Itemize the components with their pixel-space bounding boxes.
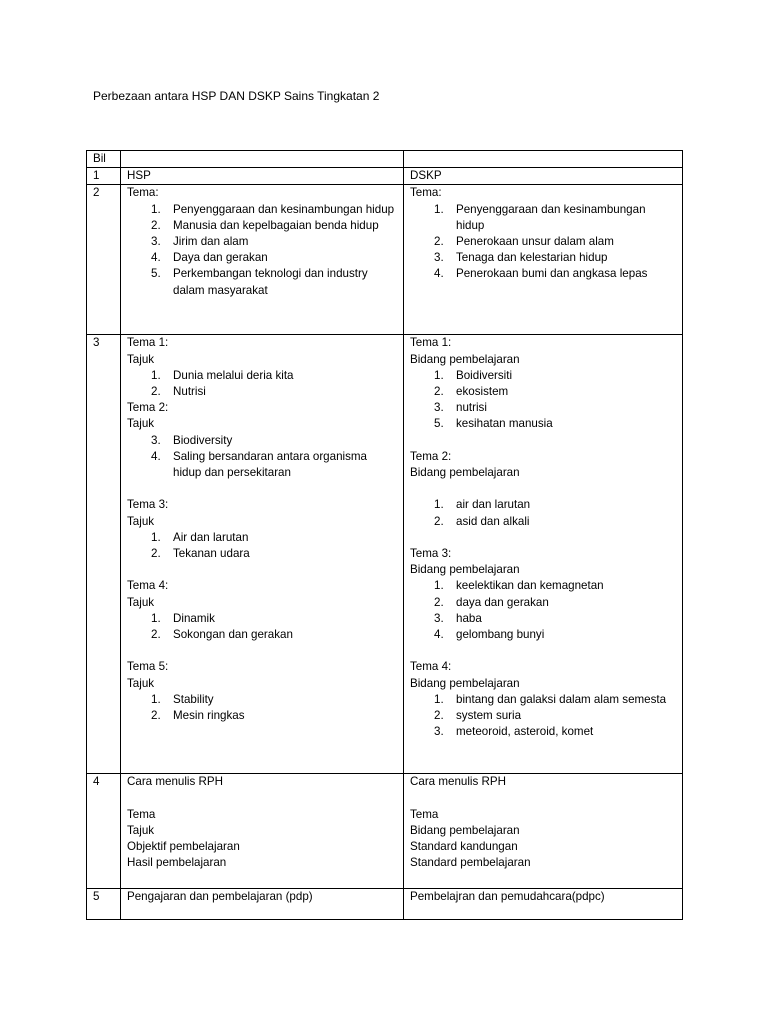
numbered-list [410,692,676,741]
rph-line: Standard pembelajaran [410,856,531,870]
comparison-table [86,150,683,920]
list-item: 4. Saling bersandaran antara organisma hidup dan persekitaran [151,449,367,480]
tajuk-label: Tajuk [127,417,155,431]
list-item: 4. gelombang bunyi [434,628,545,642]
list-item: 5. kesihatan manusia [434,417,553,431]
tema-heading: Tema 5: [127,660,169,674]
dskp-header: DSKP [404,168,683,185]
tajuk-label: Tajuk [127,676,155,690]
list-item: 3. meteoroid, asteroid, komet [434,725,594,739]
page-title: Perbezaan antara HSP DAN DSKP Sains Tingkatan 2 [93,89,380,103]
numbered-list [127,692,397,724]
table-row [87,889,683,920]
list-item: 5. Perkembangan teknologi dan industry dalam masyarakat [151,267,368,297]
list-item: 2. ekosistem [434,385,509,399]
list-item: 1. Air dan larutan [151,530,249,544]
rph-line: Tema [127,807,156,821]
hsp-tema-cell [121,185,404,335]
header-cell [121,151,404,168]
tema-heading: Tema 1: [127,336,169,350]
list-item: 2. Penerokaan unsur dalam alam [434,235,614,249]
bil-cell: 2 [87,185,121,335]
numbered-list [410,497,676,529]
table-row [87,335,683,774]
list-item: 1. Stability [151,692,214,706]
list-item: 1. air dan larutan [434,498,531,512]
list-item: 1. Dunia melalui deria kita [151,368,294,382]
header-cell [404,151,683,168]
numbered-list [127,433,397,482]
bil-cell: 5 [87,889,121,920]
tema-heading: Tema 2: [410,449,452,463]
dskp-tema-cell [404,185,683,335]
list-item: 3. haba [434,611,482,625]
list-item: 2. daya dan gerakan [434,595,549,609]
hsp-pdp-cell: Pengajaran dan pembelajaran (pdp) [121,889,404,920]
cell-heading: Cara menulis RPH [410,775,506,789]
cell-heading: Tema: [410,186,442,200]
dskp-pdpc-cell: Pembelajran dan pemudahcara(pdpc) [404,889,683,920]
numbered-list [127,368,397,400]
table-row [87,168,683,185]
rph-line: Hasil pembelajaran [127,856,227,870]
tema-heading: Tema 4: [410,660,452,674]
rph-line: Standard kandungan [410,840,518,854]
tema-heading: Tema 3: [410,547,452,560]
rph-line: Bidang pembelajaran [410,824,520,837]
dskp-rph-cell [404,774,683,889]
bidang-label: Bidang pembelajaran [410,676,520,690]
list-item: 2. system suria [434,709,522,723]
list-item: 4. Daya dan gerakan [151,251,268,265]
dskp-bidang-cell [404,335,683,774]
list-item: 3. nutrisi [434,401,487,415]
hsp-tajuk-cell [121,335,404,774]
tajuk-label: Tajuk [127,514,155,528]
bil-header: Bil [87,151,121,168]
list-item: 2. Tekanan udara [151,547,250,561]
rph-line: Tajuk [127,824,155,837]
bil-cell: 3 [87,335,121,774]
bidang-label: Bidang pembelajaran [410,466,520,480]
numbered-list [410,368,676,433]
list-item: 1. bintang dan galaksi dalam alam semesta [434,692,667,706]
table-row [87,151,683,168]
tema-heading: Tema 3: [127,498,169,512]
rph-line: Tema [410,807,439,821]
list-item: 2. Mesin ringkas [151,709,245,723]
tema-heading: Tema 1: [410,336,452,350]
list-item: 1. Penyenggaraan dan kesinambungan hidup [151,202,395,216]
bil-cell: 4 [87,774,121,889]
tema-heading: Tema 4: [127,579,169,593]
list-item: 3. Biodiversity [151,433,233,447]
table-row [87,185,683,335]
numbered-list [410,202,676,283]
list-item: 3. Jirim dan alam [151,235,249,249]
tajuk-label: Tajuk [127,595,155,609]
hsp-rph-cell [121,774,404,889]
list-item: 4. Penerokaan bumi dan angkasa lepas [434,267,648,281]
bidang-label: Bidang pembelajaran [410,352,520,366]
list-item: 1. Penyenggaraan dan kesinambungan hidup [434,202,646,232]
cell-heading: Tema: [127,186,159,200]
numbered-list [127,202,397,299]
hsp-header: HSP [121,168,404,185]
list-item: 1. keelektikan dan kemagnetan [434,579,604,593]
list-item: 3. Tenaga dan kelestarian hidup [434,251,608,265]
numbered-list [127,530,397,562]
tema-heading: Tema 2: [127,401,169,415]
list-item: 1. Dinamik [151,611,215,625]
list-item: 2. Manusia dan kepelbagaian benda hidup [151,218,379,232]
numbered-list [127,611,397,643]
bil-cell: 1 [87,168,121,185]
numbered-list [410,578,676,643]
list-item: 2. Sokongan dan gerakan [151,628,293,642]
rph-line: Objektif pembelajaran [127,840,240,854]
list-item: 1. Boidiversiti [434,368,513,382]
bidang-label: Bidang pembelajaran [410,563,520,577]
tajuk-label: Tajuk [127,352,155,366]
table-row [87,774,683,889]
list-item: 2. asid dan alkali [434,514,530,528]
list-item: 2. Nutrisi [151,385,206,399]
cell-heading: Cara menulis RPH [127,775,223,789]
